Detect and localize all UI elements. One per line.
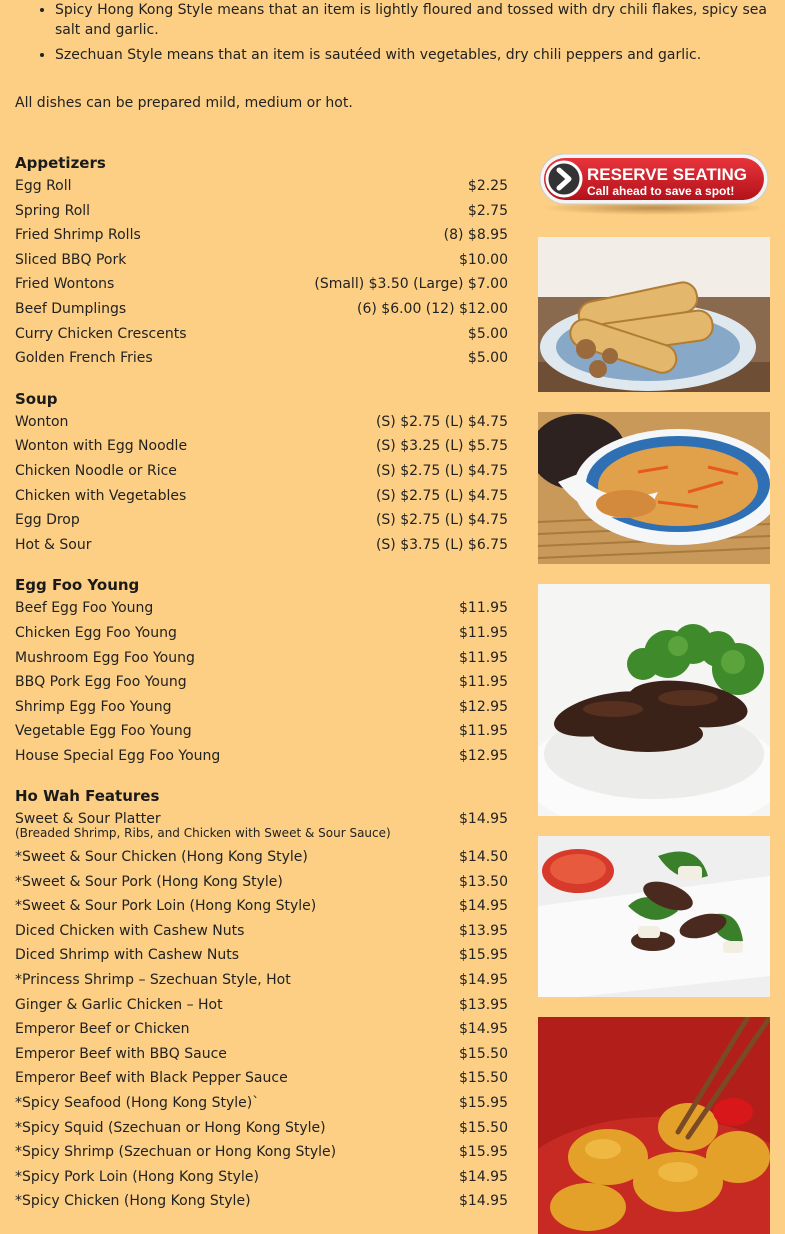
item-name: Beef Egg Foo Young (15, 600, 154, 617)
item-name: Sliced BBQ Pork (15, 251, 127, 268)
menu-item (15, 174, 508, 199)
item-price: (S) $2.75 (L) $4.75 (375, 462, 508, 479)
menu-item (15, 346, 508, 371)
item-name: Hot & Sour (15, 536, 92, 553)
note-szechuan-style: • Szechuan Style means that an item is sautéed with vegetables, dry chili peppers and garlic. (55, 45, 770, 65)
item-name: Emperor Beef with BBQ Sauce (15, 1045, 227, 1062)
style-notes (15, 0, 770, 70)
menu-item (15, 894, 508, 919)
menu-item (15, 199, 508, 224)
item-name: House Special Egg Foo Young (15, 747, 221, 764)
menu-item (15, 248, 508, 273)
menu-item (15, 223, 508, 248)
item-price: $11.95 (459, 723, 508, 740)
menu-item (15, 1189, 508, 1214)
item-name: Curry Chicken Crescents (15, 325, 187, 342)
item-name: Spring Roll (15, 202, 91, 219)
item-price: $14.95 (459, 1168, 508, 1185)
section-title: Appetizers (15, 154, 106, 172)
item-price: $2.25 (467, 178, 508, 194)
item-price: $13.95 (459, 922, 508, 939)
menu-item (15, 410, 508, 435)
item-name: *Spicy Pork Loin (Hong Kong Style) (15, 1168, 259, 1185)
menu-item (15, 1165, 508, 1190)
item-price: (S) $2.75 (L) $4.75 (375, 512, 508, 529)
item-price: $2.75 (467, 202, 508, 219)
item-name: Emperor Beef with Black Pepper Sauce (15, 1070, 288, 1087)
item-name: Sweet & Sour Platter (15, 811, 161, 828)
item-price: $14.95 (459, 811, 508, 828)
menu-item (15, 434, 508, 459)
item-price: $11.95 (459, 600, 508, 617)
item-name: Diced Shrimp with Cashew Nuts (15, 947, 240, 964)
menu-item (15, 1066, 508, 1091)
menu-item (15, 272, 508, 297)
item-price: $14.95 (459, 1193, 508, 1210)
item-name: Ginger & Garlic Chicken – Hot (15, 996, 223, 1013)
menu-item (15, 1116, 508, 1141)
item-name: *Sweet & Sour Chicken (Hong Kong Style) (15, 849, 308, 866)
spice-level-note: All dishes can be prepared mild, medium or hot. (15, 95, 353, 111)
item-price: $10.00 (459, 251, 508, 268)
menu-item (15, 943, 508, 968)
item-name: Chicken Noodle or Rice (15, 462, 177, 479)
item-price: $15.95 (459, 1095, 508, 1111)
menu-item (15, 993, 508, 1018)
menu-list (15, 152, 508, 1231)
beef-broccoli-photo (538, 584, 770, 816)
item-name: Diced Chicken with Cashew Nuts (15, 922, 245, 939)
menu-item (15, 621, 508, 646)
item-price: $11.95 (459, 649, 508, 666)
menu-item (15, 646, 508, 671)
item-name: Wonton with Egg Noodle (15, 438, 188, 455)
menu-item (15, 596, 508, 621)
menu-item (15, 508, 508, 533)
item-description: (Breaded Shrimp, Ribs, and Chicken with Sweet & Sour Sauce) (15, 826, 391, 841)
item-name: Beef Dumplings (15, 300, 127, 317)
menu-item (15, 484, 508, 509)
menu-item (15, 870, 508, 895)
item-name: Chicken Egg Foo Young (15, 624, 177, 641)
item-price: $12.95 (459, 747, 508, 764)
item-name: Wonton (15, 413, 69, 430)
menu-item (15, 744, 508, 769)
item-name: *Sweet & Sour Pork (Hong Kong Style) (15, 873, 283, 890)
hot-sour-soup-photo (538, 412, 770, 564)
item-price: $12.95 (459, 698, 508, 715)
item-price: $14.50 (459, 849, 508, 866)
item-name: Shrimp Egg Foo Young (15, 698, 172, 715)
menu-item (15, 1017, 508, 1042)
item-price: (S) $2.75 (L) $4.75 (375, 413, 508, 430)
style-notes-list (15, 0, 770, 65)
menu-section (15, 574, 508, 768)
item-price: (6) $6.00 (12) $12.00 (357, 300, 508, 317)
item-price: $15.95 (459, 1144, 508, 1161)
item-name: *Spicy Chicken (Hong Kong Style) (15, 1193, 251, 1210)
item-price: $11.95 (459, 624, 508, 641)
note-hong-kong-style: • Spicy Hong Kong Style means that an item is lightly floured and tossed with dry chili flakes, spicy sea salt and garlic. (55, 0, 770, 40)
item-name: Egg Drop (15, 512, 80, 529)
menu-item (15, 1140, 508, 1165)
item-price: $14.95 (459, 972, 508, 989)
menu-item (15, 533, 508, 558)
item-price: $15.95 (459, 947, 508, 964)
reserve-title: RESERVE SEATING (587, 165, 747, 184)
item-name: Mushroom Egg Foo Young (15, 649, 195, 666)
menu-section (15, 785, 508, 1214)
menu-item (15, 1091, 508, 1116)
reserve-subtitle: Call ahead to save a spot! (587, 184, 735, 198)
menu-item (15, 297, 508, 322)
item-name: *Spicy Shrimp (Szechuan or Hong Kong Style) (15, 1144, 337, 1161)
item-name: Vegetable Egg Foo Young (15, 723, 192, 740)
item-price: $13.50 (459, 873, 508, 890)
menu-item (15, 322, 508, 347)
item-name: *Sweet & Sour Pork Loin (Hong Kong Style) (15, 898, 317, 915)
sweet-sour-chicken-photo (538, 1017, 770, 1234)
item-price: $5.00 (467, 325, 508, 342)
item-name: *Spicy Seafood (Hong Kong Style)` (15, 1095, 260, 1111)
item-name: Golden French Fries (15, 350, 153, 367)
item-price: $5.00 (467, 350, 508, 367)
item-price: $11.95 (459, 674, 508, 691)
item-name: BBQ Pork Egg Foo Young (15, 674, 187, 691)
menu-item (15, 670, 508, 695)
menu-item (15, 1042, 508, 1067)
item-price: $15.50 (459, 1119, 508, 1136)
item-price: (8) $8.95 (443, 227, 508, 244)
section-title: Ho Wah Features (15, 787, 160, 806)
item-name: Emperor Beef or Chicken (15, 1021, 190, 1038)
item-name: Chicken with Vegetables (15, 487, 187, 504)
item-price: $14.95 (459, 1021, 508, 1038)
menu-item (15, 459, 508, 484)
chevron-right-icon (547, 162, 581, 196)
menu-item (15, 919, 508, 944)
item-price: $15.50 (459, 1045, 508, 1062)
pepper-steak-photo (538, 836, 770, 997)
menu-item (15, 968, 508, 993)
spring-rolls-photo (538, 237, 770, 392)
section-title: Soup (15, 389, 58, 408)
item-name: Fried Shrimp Rolls (15, 227, 141, 244)
item-price: (S) $2.75 (L) $4.75 (375, 487, 508, 504)
item-price: (S) $3.25 (L) $5.75 (375, 438, 508, 455)
item-name: *Spicy Squid (Szechuan or Hong Kong Style) (15, 1119, 326, 1136)
item-price: (Small) $3.50 (Large) $7.00 (314, 276, 508, 293)
reserve-seating-button[interactable] (538, 152, 770, 216)
menu-item (15, 719, 508, 744)
item-price: $15.50 (459, 1070, 508, 1087)
menu-item (15, 695, 508, 720)
item-name: Egg Roll (15, 178, 72, 194)
item-name: *Princess Shrimp – Szechuan Style, Hot (15, 972, 291, 989)
menu-item (15, 845, 508, 870)
item-price: $13.95 (459, 996, 508, 1013)
item-name: Fried Wontons (15, 276, 115, 293)
item-price: (S) $3.75 (L) $6.75 (375, 536, 508, 553)
menu-section (15, 152, 508, 371)
item-price: $14.95 (459, 898, 508, 915)
menu-section (15, 388, 508, 558)
section-title: Egg Foo Young (15, 576, 140, 595)
